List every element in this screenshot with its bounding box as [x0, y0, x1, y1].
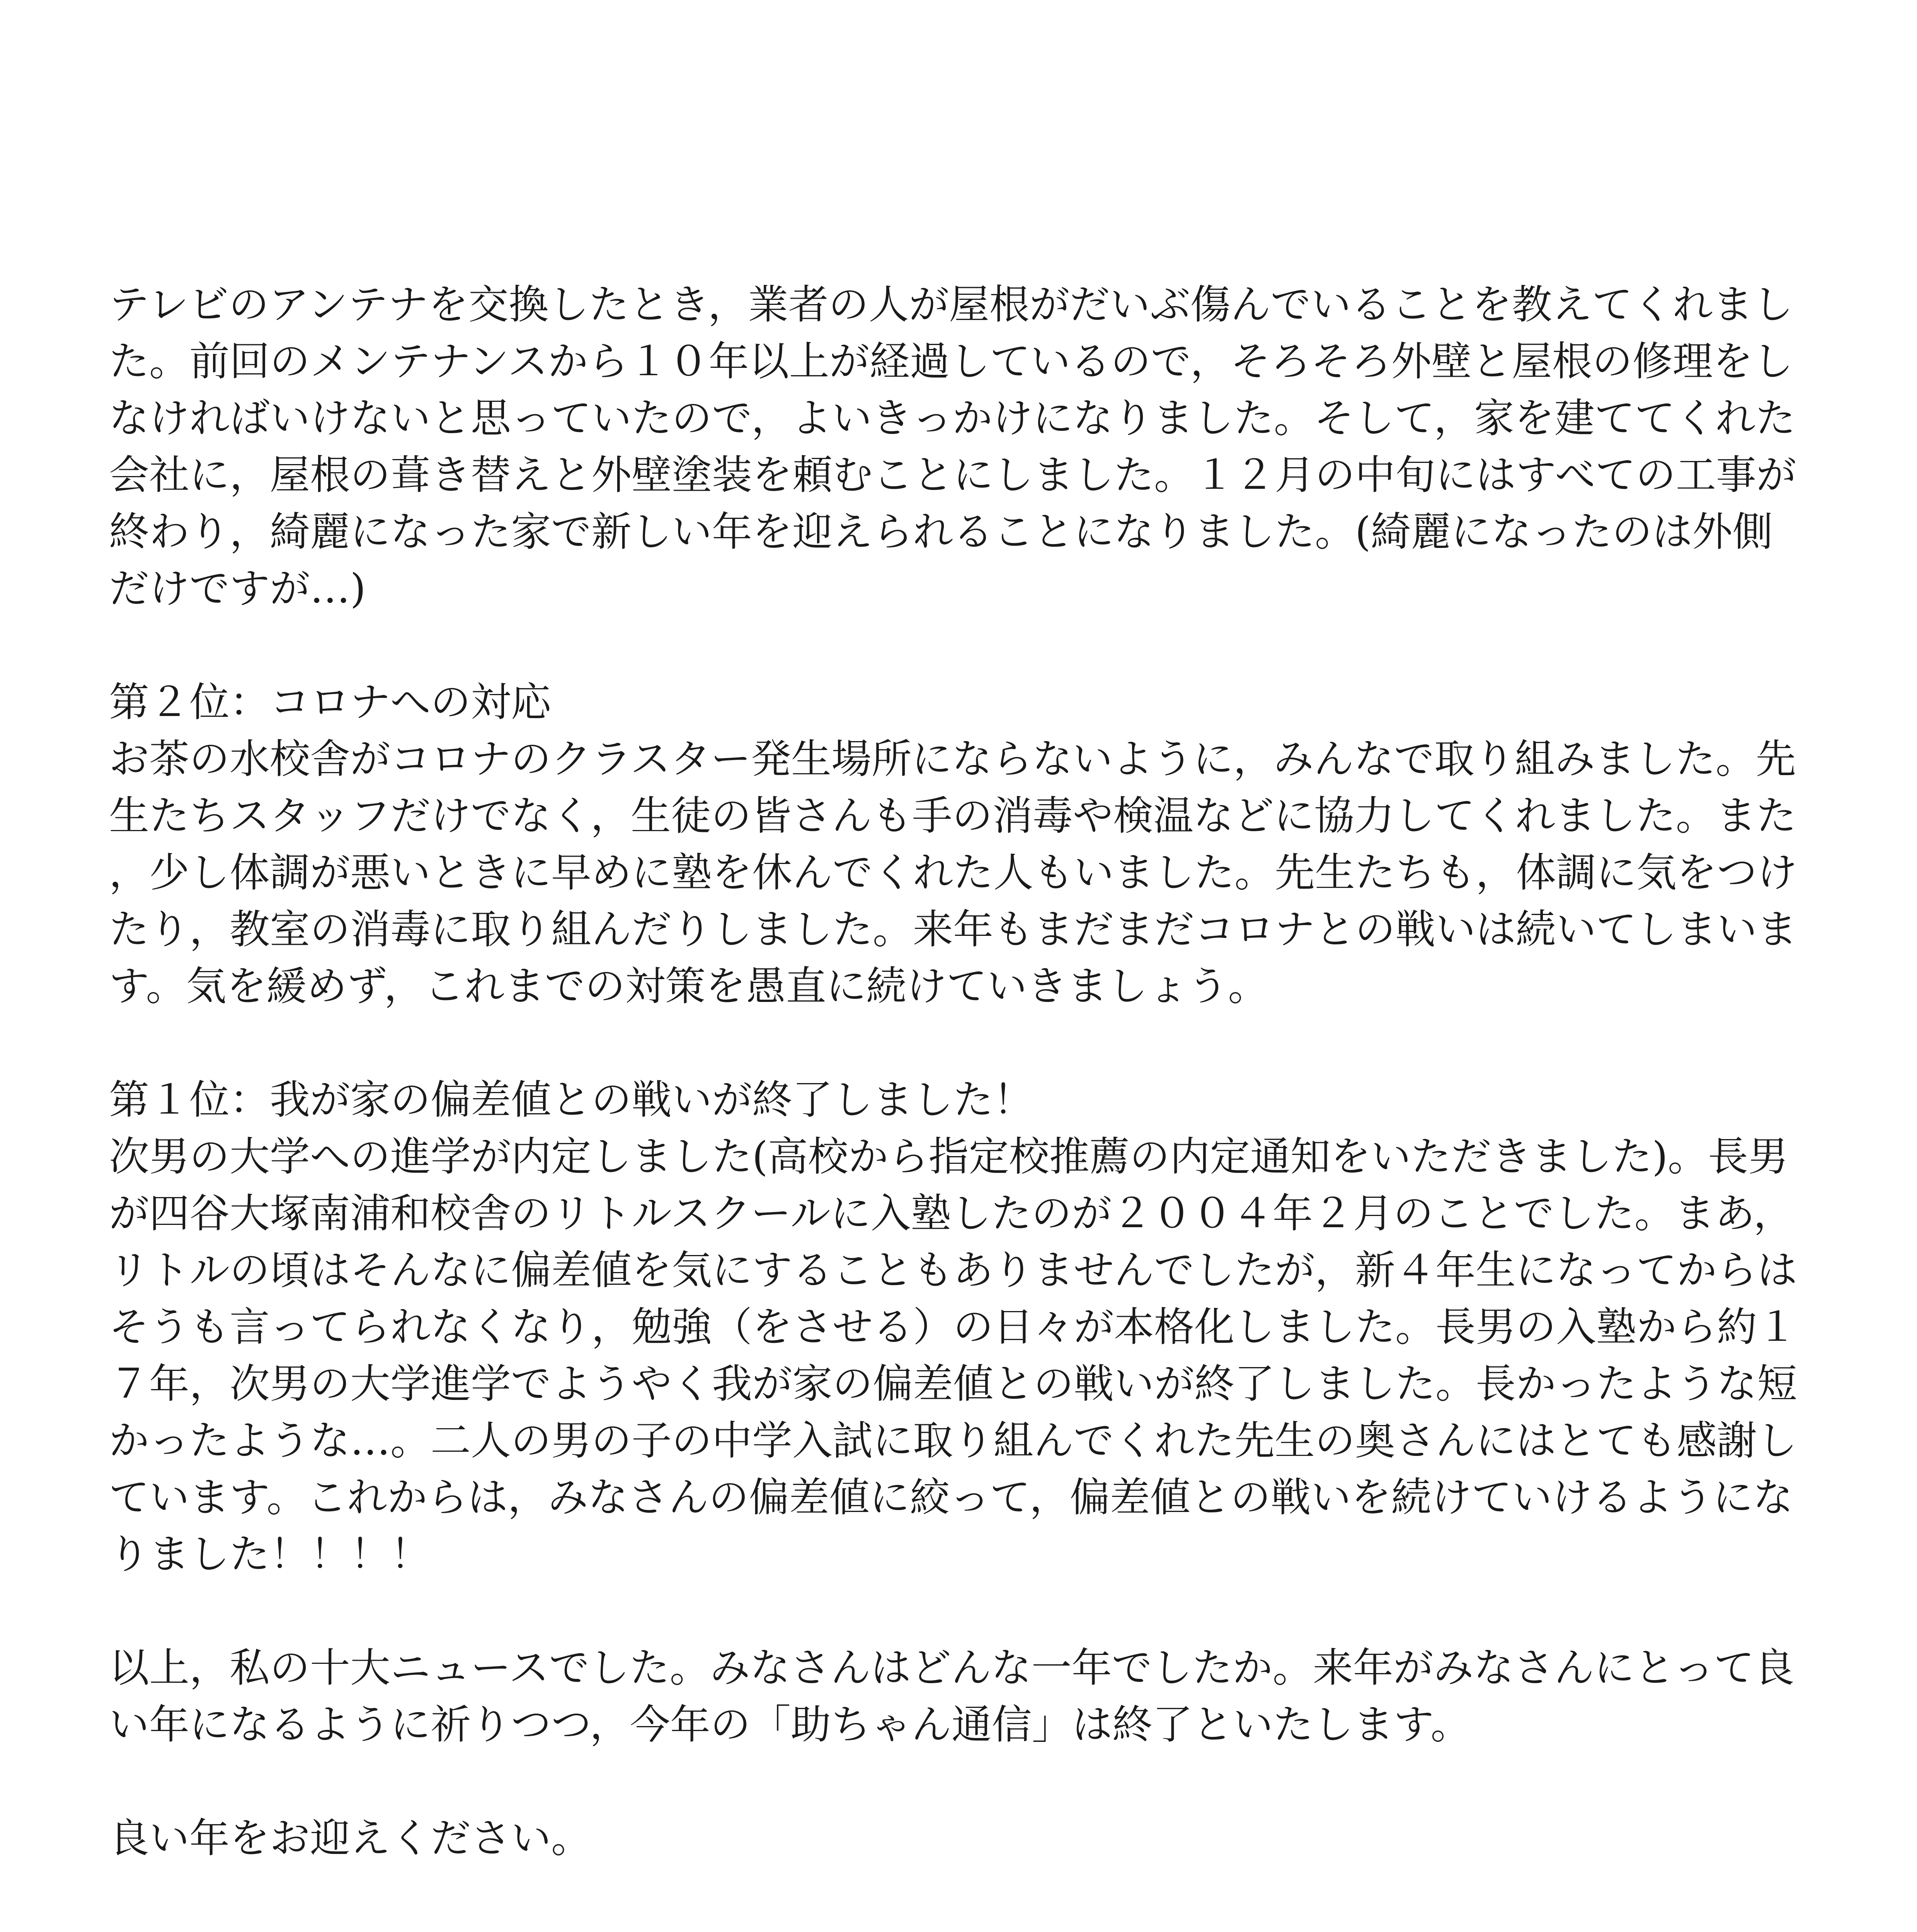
- rank1-paragraph: 次男の大学への進学が内定しました(高校から指定校推薦の内定通知をいただきました)。長男が四谷大塚南浦和校舎のリトルスクールに入塾したのが２００４年２月のことでした。まあ，リトルの頃はそんなに偏差値を気にすることもありませんでしたが，新４年生になってからはそうも言ってられなくなり，勉強（をさせる）の日々が本格化しました。長男の入塾から約１７年，次男の大学進学でようやく我が家の偏差値との戦いが終了しました。長かったような短かったような…。二人の男の子の中学入試に取り組んでくれた先生の奥さんにはとても感謝しています。これからは，みなさんの偏差値に絞って，偏差値との戦いを続けていけるようになりました！！！！: [109, 1133, 1798, 1578]
- closing-paragraph: 以上，私の十大ニュースでした。みなさんはどんな一年でしたか。来年がみなさんにとって良い年になるように祈りつつ，今年の「助ちゃん通信」は終了といたします。: [109, 1644, 1794, 1748]
- rank2-paragraph: お茶の水校舎がコロナのクラスター発生場所にならないように，みんなで取り組みました。先生たちスタッフだけでなく，生徒の皆さんも手の消毒や検温などに協力してくれました。また，少し体調が悪いときに早めに塾を休んでくれた人もいました。先生たちも，体調に気をつけたり，教室の消毒に取り組んだりしました。来年もまだまだコロナとの戦いは続いてしまいます。気を緩めず，これまでの対策を愚直に続けていきましょう。: [109, 735, 1798, 1010]
- rank2-heading: 第２位：コロナへの対応: [109, 679, 552, 726]
- closing-greeting: 良い年をお迎えください。: [109, 1815, 592, 1862]
- body-text: [109, 276, 1798, 1923]
- rank2-section: [109, 674, 1798, 1015]
- rank1-heading: 第１位：我が家の偏差値との戦いが終了しました！: [109, 1076, 1034, 1123]
- intro-paragraph: テレビのアンテナを交換したとき，業者の人が屋根がだいぶ傷んでいることを教えてくれました。前回のメンテナンスから１０年以上が経過しているので，そろそろ外壁と屋根の修理をしなければいけないと思っていたので，よいきっかけになりました。そして，家を建ててくれた会社に，屋根の葺き替えと外壁塗装を頼むことにしました。１２月の中旬にはすべての工事が終わり，綺麗になった家で新しい年を迎えられることになりました。(綺麗になったのは外側だけですが…): [109, 281, 1796, 612]
- rank1-section: [109, 1071, 1798, 1583]
